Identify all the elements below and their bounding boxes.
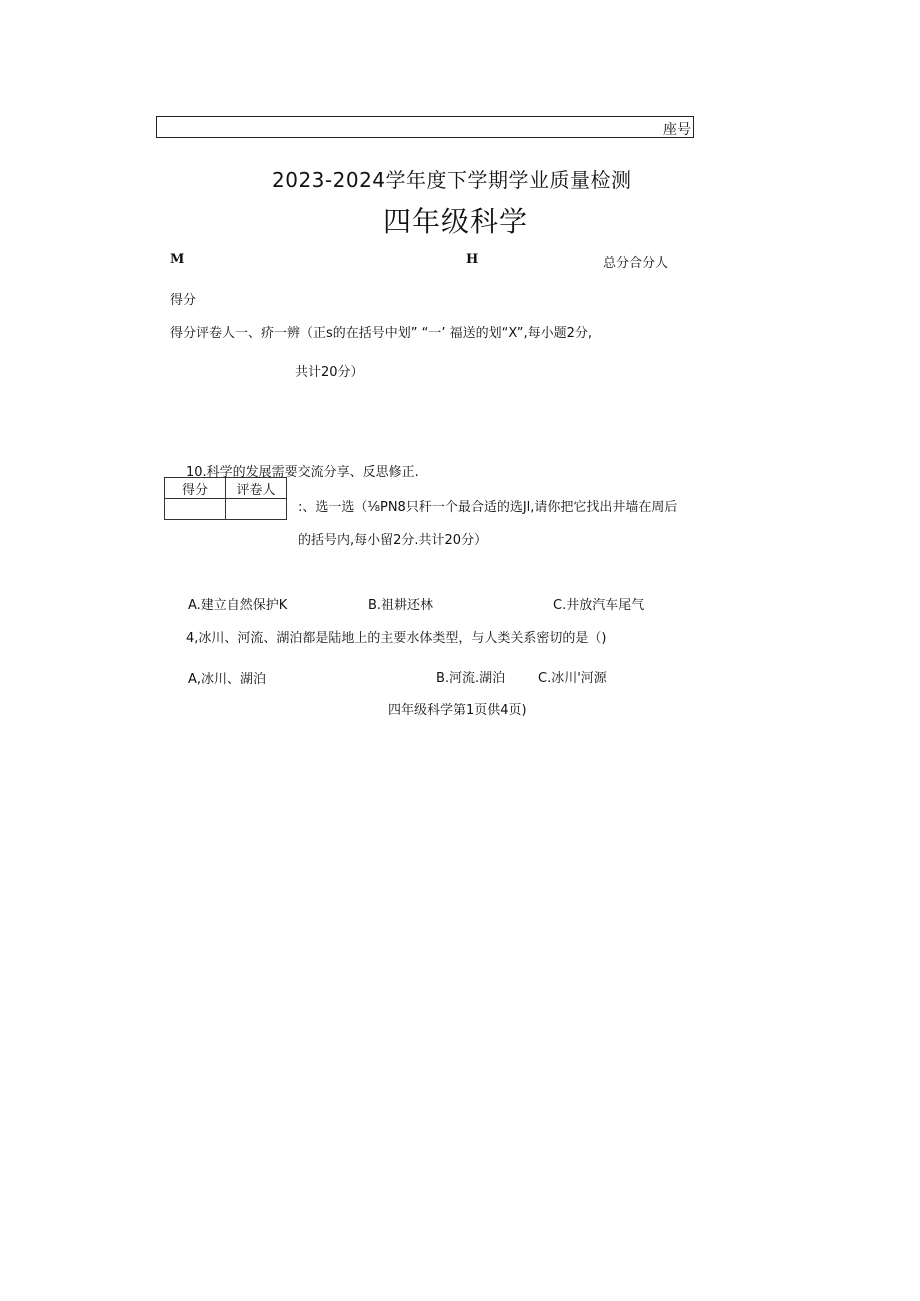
question-4: 4,冰川、河流、湖泊都是陆地上的主要水体类型，与人类关系密切的是（) <box>186 631 607 646</box>
score-table-header-grader: 评卷人 <box>226 478 287 499</box>
seat-number-box <box>156 116 694 138</box>
score-table-grader-cell <box>226 499 287 520</box>
score-table-score-cell <box>165 499 226 520</box>
score-table <box>164 477 287 520</box>
option-c-set1: C.井放汽车尾气 <box>553 598 645 613</box>
header-h: H <box>466 252 479 267</box>
header-m: M <box>170 252 185 267</box>
section2-instruction-line2: 的括号内,每小留2分.共计20分） <box>298 533 488 548</box>
section1-instruction-line2: 共计20分） <box>295 365 364 380</box>
subject-title: 四年级科学 <box>383 205 529 238</box>
option-b-set1: B.祖耕还林 <box>368 598 434 613</box>
option-b-set2: B.河流.湖泊 <box>436 671 506 686</box>
header-total-scorer: 总分合分人 <box>603 256 669 271</box>
section2-instruction-line1: :、选一选（⅛PN8只秆一个最合适的选Jl,请你把它找出井墙在周后 <box>298 500 678 515</box>
option-c-set2: C.冰川'河源 <box>538 671 607 686</box>
option-a-set1: A.建立自然保护K <box>188 598 288 613</box>
option-a-set2: A,冰川、湖泊 <box>188 672 267 687</box>
question-10: 10.科学的发展需要交流分享、反思修正. <box>186 465 419 480</box>
page-footer: 四年级科学第1页供4页) <box>388 703 527 718</box>
section1-instruction-line1: 得分评卷人一、疥一辨（正s的在括号中划” “一’ 福送的划“X”,每小题2分, <box>170 326 593 341</box>
seat-number-label: 座号 <box>663 122 691 138</box>
exam-title: 2023-2024学年度下学期学业质量检测 <box>272 168 632 192</box>
score-label: 得分 <box>170 293 197 308</box>
score-table-header-score: 得分 <box>165 478 226 499</box>
